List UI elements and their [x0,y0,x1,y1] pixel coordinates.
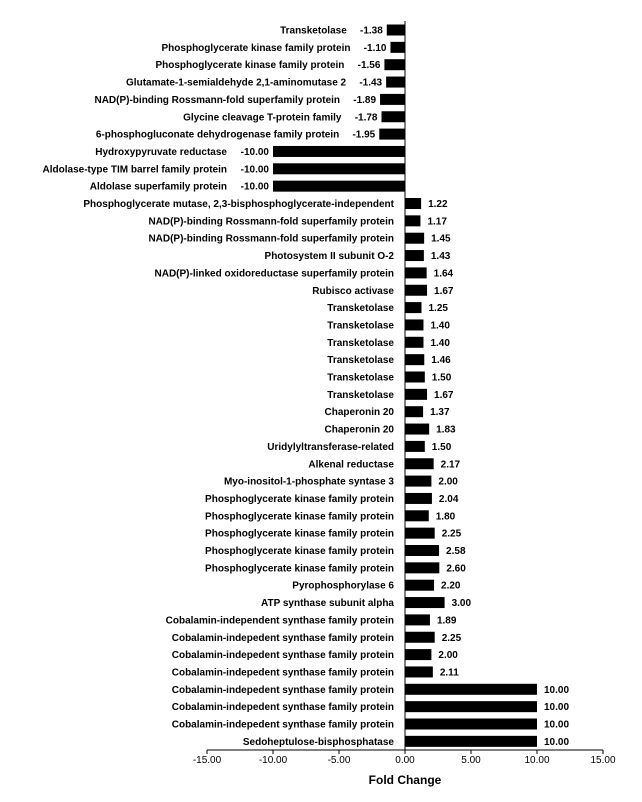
value-label: 1.37 [430,407,450,419]
value-label: -1.43 [359,77,383,89]
bar [405,424,429,435]
category-label: 6-phosphogluconate dehydrogenase family protein [95,129,340,141]
bar [405,684,537,695]
category-label: Glutamate-1-semialdehyde 2,1-aminomutase 2 [126,77,347,89]
value-label: 1.89 [436,615,457,627]
value-label: 2.04 [438,493,459,505]
bar [405,528,435,539]
category-label: Alkenal reductase [308,459,394,471]
category-label: Transketolase [327,320,394,332]
category-label: Glycine cleavage T-protein family [183,112,342,124]
category-label: Aldolase superfamily protein [89,181,227,193]
bar [405,666,433,677]
value-label: 1.40 [430,337,450,349]
category-label: Cobalamin-indepedent synthase family protein [171,667,394,679]
bar [405,302,422,313]
x-tick-label: 15.00 [590,755,616,766]
x-tick-label: -15.00 [192,755,222,766]
category-label: Phosphoglycerate kinase family protein [155,60,345,72]
bar [405,406,423,417]
value-label: -1.95 [352,129,376,141]
category-label: Transketolase [327,337,394,349]
bar [405,545,439,556]
bar [405,476,431,487]
category-label: Myo-inositol-1-phosphate syntase 3 [223,476,394,488]
value-label: 1.83 [436,424,456,436]
category-label: Transketolase [327,303,394,315]
category-label: Transketolase [280,25,347,37]
value-label: 2.58 [446,546,466,557]
value-label: -1.38 [359,25,383,37]
value-label: 10.00 [544,719,570,731]
bar [405,198,421,209]
bar [405,215,420,226]
bar [405,580,434,591]
category-label: Phosphoglycerate kinase family protein [205,563,394,575]
value-label: 1.80 [435,511,456,523]
bar [405,614,430,625]
category-label: Phosphoglycerate kinase family protein [205,528,394,540]
value-label: 1.40 [430,320,450,332]
value-label: -10.00 [240,164,269,176]
value-label: 2.60 [446,563,466,575]
bar [390,42,405,53]
bar [386,77,405,88]
category-label: Sedoheptulose-bisphosphatase [242,736,394,748]
value-label: 1.67 [434,389,454,401]
bar [384,59,405,70]
value-label: 10.00 [544,702,570,714]
category-labels-layer [43,26,395,748]
x-tick-label: -10.00 [258,755,288,766]
value-label: 1.17 [427,216,447,228]
value-label: -1.10 [363,42,387,54]
value-label: 1.45 [431,233,451,245]
category-label: Phosphoglycerate kinase family protein [205,511,394,523]
value-label: 1.46 [431,355,451,367]
bar [405,510,429,521]
bar [405,701,537,712]
value-label: 3.00 [451,598,472,610]
category-label: NAD(P)-binding Rossmann-fold superfamily protein [148,233,394,245]
bar [405,389,427,400]
category-label: NAD(P)-binding Rossmann-fold superfamily protein [94,94,341,106]
value-label: 2.11 [439,667,459,679]
value-label: -1.89 [353,94,377,106]
category-label: Phosphoglycerate kinase family protein [161,42,351,54]
bar [405,632,435,643]
category-label: NAD(P)-linked oxidoreductase superfamily protein [154,268,394,280]
category-label: Cobalamin-indepedent synthase family protein [171,719,394,731]
x-tick-label: 0.00 [395,755,415,766]
bar [405,441,425,452]
x-tick-label: -5.00 [327,755,351,766]
category-label: Pyrophosphorylase 6 [292,580,394,592]
bar [273,146,405,157]
category-label: Transketolase [327,389,394,401]
value-label: 10.00 [544,736,570,748]
value-label: 2.20 [441,580,461,592]
bar [379,129,405,140]
value-label: 10.00 [544,684,570,696]
bar [380,94,405,105]
category-label: ATP synthase subunit alpha [261,598,394,610]
category-label: Photosystem II subunit O-2 [264,251,394,263]
category-label: Rubisco activase [312,285,394,297]
bar [382,111,405,122]
value-label: -1.56 [357,60,381,72]
bar [405,250,424,261]
bar [273,163,405,174]
bar [405,562,439,573]
category-label: Cobalamin-indepedent synthase family protein [171,632,394,644]
category-label: Phosphoglycerate mutase, 2,3-bisphosphoglycerate-independent [83,199,394,210]
bar [405,337,423,348]
bar [405,285,427,296]
value-label: -10.00 [240,181,269,193]
value-label: 1.43 [430,251,451,263]
category-label: NAD(P)-binding Rossmann-fold superfamily protein [148,216,394,228]
value-label: 2.25 [441,632,462,644]
bar [405,372,425,383]
bar [405,267,427,278]
category-label: Cobalamin-indepedent synthase family protein [171,684,394,696]
category-label: Transketolase [327,372,394,384]
value-label: 1.25 [428,303,448,315]
bar [405,597,445,608]
category-label: Phosphoglycerate kinase family protein [205,546,394,557]
bar [405,354,424,365]
value-label: 2.25 [441,528,462,540]
category-label: Chaperonin 20 [324,424,394,436]
value-label: -10.00 [240,146,269,158]
value-label: 2.17 [440,459,461,471]
category-label: Chaperonin 20 [324,407,394,419]
bar [405,719,537,730]
category-label: Transketolase [327,355,394,367]
value-label: 1.22 [428,199,448,210]
bar [405,233,424,244]
bar [405,493,432,504]
bar [273,181,405,192]
bar [405,649,431,660]
x-axis-title: Fold Change [368,773,442,787]
value-label: -1.78 [354,112,378,124]
value-label: 2.00 [438,476,458,488]
category-label: Uridylyltransferase-related [267,441,394,453]
value-label: 1.67 [434,285,454,297]
value-label: 1.64 [433,268,454,280]
x-tick-label: 5.00 [461,755,481,766]
category-label: Cobalamin-independent synthase family protein [165,615,394,627]
x-axis-ticks [193,750,616,766]
category-label: Hydroxypyruvate reductase [95,146,227,158]
bar [405,319,423,330]
category-label: Phosphoglycerate kinase family protein [205,493,394,505]
category-label: Cobalamin-indepedent synthase family protein [171,650,394,662]
value-label: 1.50 [431,441,452,453]
bar [405,736,537,747]
bar [387,25,405,36]
category-label: Aldolase-type TIM barrel family protein [42,164,227,176]
bar [405,458,434,469]
x-tick-label: 10.00 [524,755,550,766]
value-label: 2.00 [438,650,458,662]
value-label: 1.50 [431,372,452,384]
category-label: Cobalamin-indepedent synthase family protein [171,702,394,714]
